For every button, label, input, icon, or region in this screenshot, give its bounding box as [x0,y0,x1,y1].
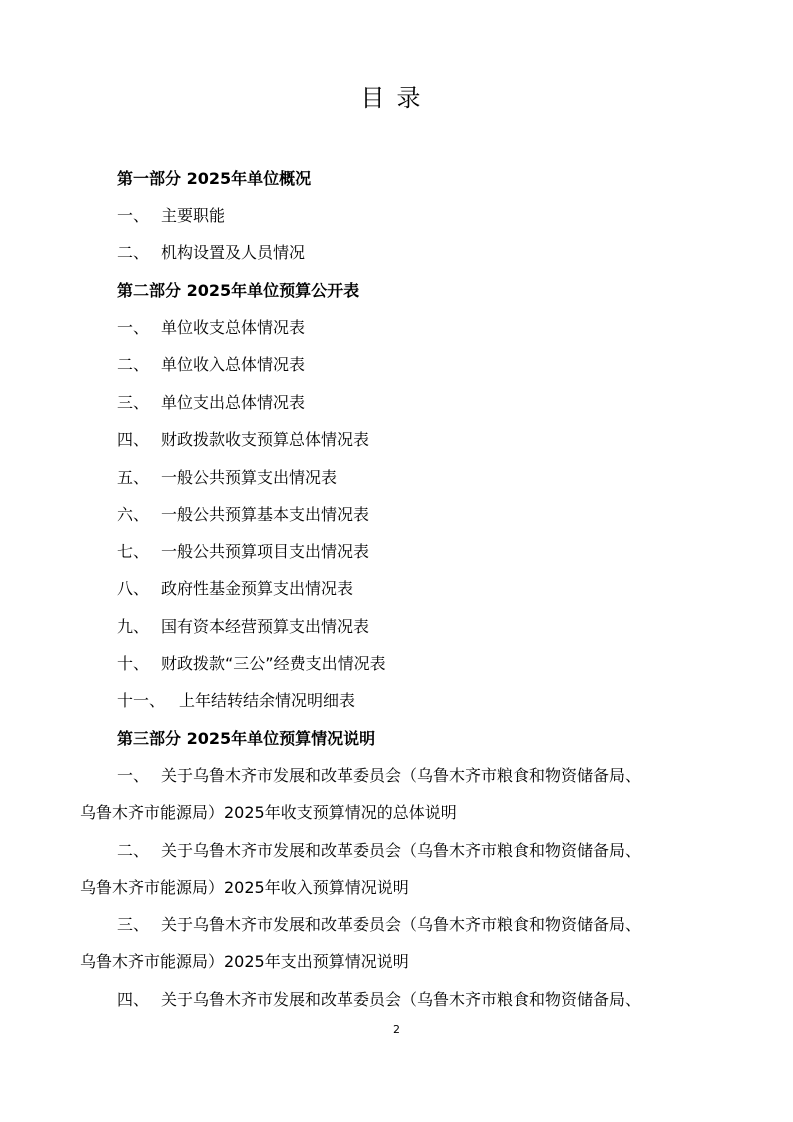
toc-item [117,577,353,601]
part3-heading: 第三部分 2025年单位预算情况说明 [117,729,376,748]
toc-item-text: 政府性基金预算支出情况表 [161,579,354,598]
toc-item [117,316,305,340]
toc-item-number: 六、 [117,505,150,524]
toc-item-number: 一、 [117,206,150,225]
toc-item-text: 单位收支总体情况表 [161,318,306,337]
toc-item [117,428,369,452]
toc-item [117,540,369,564]
toc-item-text: 国有资本经营预算支出情况表 [161,617,370,636]
toc-item-number: 四、 [117,990,150,1009]
toc-item-number: 二、 [117,243,150,262]
page-title: 目录 [360,84,433,112]
page-number: 2 [393,1023,400,1036]
toc-item-text: 关于乌鲁木齐市发展和改革委员会（乌鲁木齐市粮食和物资储备局、 [161,766,642,785]
toc-item-number: 五、 [117,468,150,487]
toc-item-number: 七、 [117,542,150,561]
toc-item-number: 八、 [117,579,150,598]
toc-item-number: 二、 [117,355,150,374]
toc-item [117,913,641,937]
toc-item-number: 十、 [117,654,150,673]
toc-item [117,652,386,676]
toc-item-number: 一、 [117,766,150,785]
toc-item [117,391,305,415]
toc-item [117,466,337,490]
part2-heading: 第二部分 2025年单位预算公开表 [117,281,360,300]
toc-item-number: 三、 [117,915,150,934]
toc-item-text: 机构设置及人员情况 [161,243,306,262]
toc-item [117,764,641,788]
toc-item [117,988,641,1012]
toc-item-text: 上年结转结余情况明细表 [179,691,356,710]
toc-item [117,689,355,713]
toc-item-number: 三、 [117,393,150,412]
toc-item-text: 一般公共预算基本支出情况表 [161,505,370,524]
toc-item-number: 四、 [117,430,150,449]
toc-item-text: 一般公共预算支出情况表 [161,468,338,487]
toc-item-text: 财政拨款“三公”经费支出情况表 [161,654,386,673]
toc-item-text: 关于乌鲁木齐市发展和改革委员会（乌鲁木齐市粮食和物资储备局、 [161,990,642,1009]
toc-item-text: 单位支出总体情况表 [161,393,306,412]
toc-item [117,204,225,228]
toc-item-number: 一、 [117,318,150,337]
toc-item [117,839,641,863]
toc-item-text: 主要职能 [161,206,226,225]
toc-item [117,615,369,639]
toc-item-number: 十一、 [117,691,166,710]
toc-item-text: 关于乌鲁木齐市发展和改革委员会（乌鲁木齐市粮食和物资储备局、 [161,915,642,934]
toc-item-continuation: 乌鲁木齐市能源局）2025年收入预算情况说明 [80,878,409,897]
toc-item [117,503,369,527]
toc-item-text: 财政拨款收支预算总体情况表 [161,430,370,449]
toc-item-text: 一般公共预算项目支出情况表 [161,542,370,561]
toc-item-continuation: 乌鲁木齐市能源局）2025年收支预算情况的总体说明 [80,803,457,822]
toc-item-text: 关于乌鲁木齐市发展和改革委员会（乌鲁木齐市粮食和物资储备局、 [161,841,642,860]
toc-item-continuation: 乌鲁木齐市能源局）2025年支出预算情况说明 [80,952,409,971]
toc-item [117,353,305,377]
toc-item-number: 九、 [117,617,150,636]
toc-item-number: 二、 [117,841,150,860]
toc-item-text: 单位收入总体情况表 [161,355,306,374]
toc-item [117,241,305,265]
part1-heading: 第一部分 2025年单位概况 [117,169,312,188]
